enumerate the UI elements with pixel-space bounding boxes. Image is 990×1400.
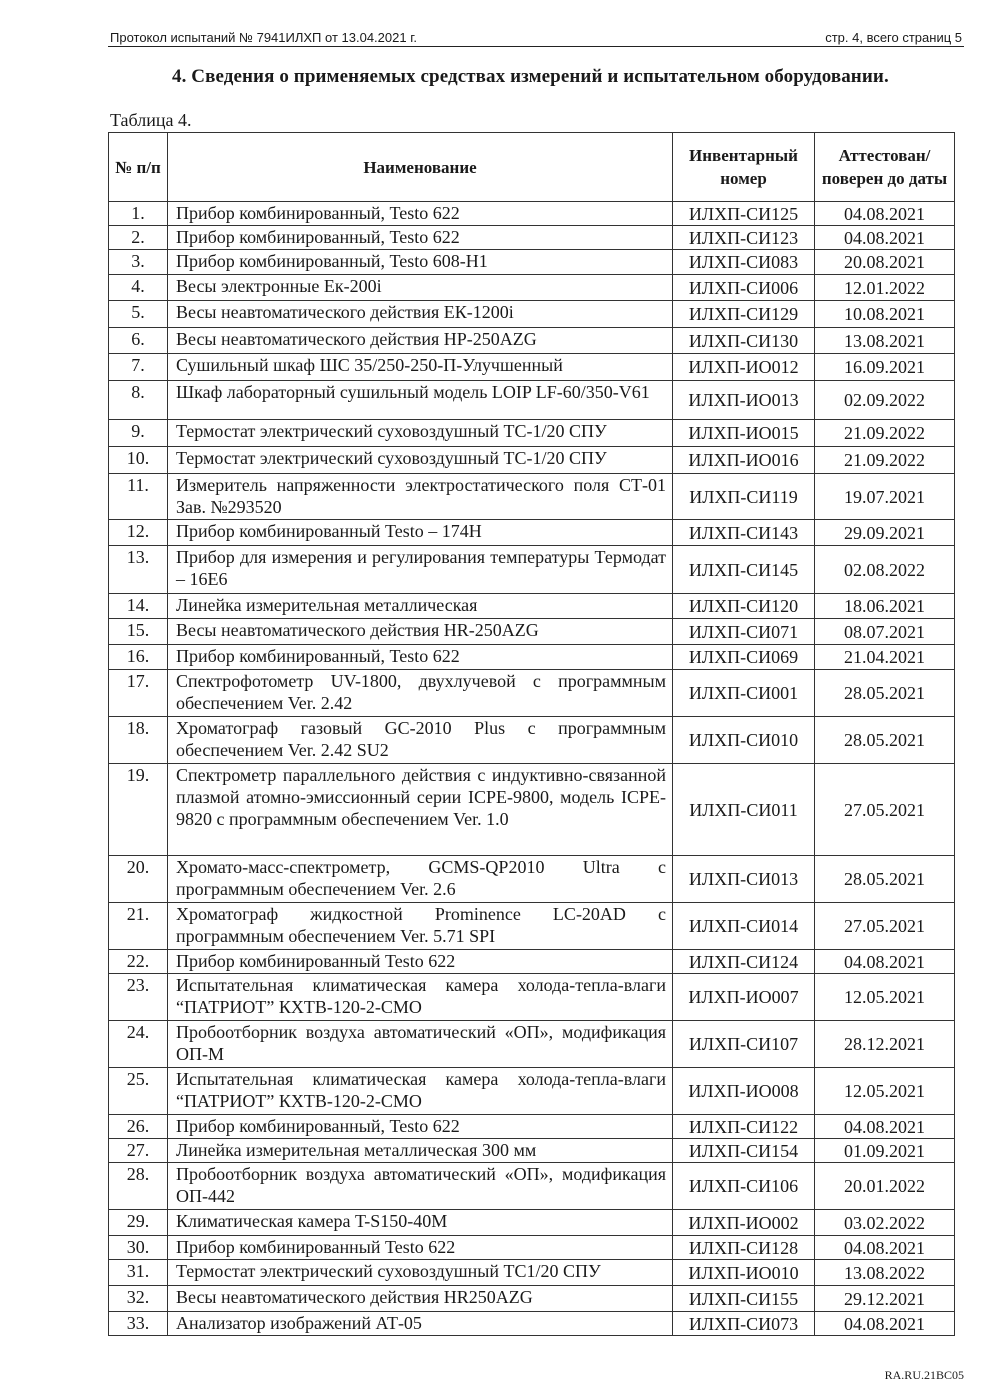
section-title: 4. Сведения о применяемых средствах измерений и испытательном оборудовании. [172, 66, 889, 87]
table-row [109, 202, 955, 226]
cell-date: 04.08.2021 [815, 950, 955, 974]
cell-inventory: ИЛХП-СИ130 [673, 328, 815, 354]
cell-name: Линейка измерительная металлическая [168, 594, 673, 619]
table-row [109, 974, 955, 1021]
cell-num: 19. [109, 764, 168, 856]
cell-inventory: ИЛХП-СИ010 [673, 717, 815, 764]
cell-inventory: ИЛХП-ИО008 [673, 1068, 815, 1115]
cell-num: 7. [109, 354, 168, 381]
cell-name: Прибор комбинированный, Testo 622 [168, 645, 673, 670]
cell-date: 19.07.2021 [815, 474, 955, 520]
cell-date: 28.05.2021 [815, 670, 955, 717]
cell-name: Линейка измерительная металлическая 300 мм [168, 1139, 673, 1163]
cell-date: 01.09.2021 [815, 1139, 955, 1163]
table-row [109, 856, 955, 903]
cell-num: 27. [109, 1139, 168, 1163]
table-row [109, 420, 955, 447]
cell-inventory: ИЛХП-СИ013 [673, 856, 815, 903]
cell-inventory: ИЛХП-СИ120 [673, 594, 815, 619]
cell-inventory: ИЛХП-СИ011 [673, 764, 815, 856]
cell-date: 20.08.2021 [815, 250, 955, 275]
cell-date: 10.08.2021 [815, 301, 955, 328]
cell-num: 21. [109, 903, 168, 950]
cell-date: 28.12.2021 [815, 1021, 955, 1068]
table-row [109, 1236, 955, 1260]
table-row [109, 546, 955, 594]
cell-inventory: ИЛХП-ИО007 [673, 974, 815, 1021]
table-row [109, 619, 955, 645]
cell-name: Прибор комбинированный, Testo 622 [168, 226, 673, 250]
cell-inventory: ИЛХП-СИ122 [673, 1115, 815, 1139]
cell-name: Хроматограф газовый GC-2010 Plus с программным обеспечением Ver. 2.42 SU2 [168, 717, 673, 764]
cell-date: 02.08.2022 [815, 546, 955, 594]
header-num: № п/п [109, 133, 168, 202]
table-row [109, 474, 955, 520]
cell-num: 4. [109, 275, 168, 301]
cell-date: 29.09.2021 [815, 520, 955, 546]
cell-num: 11. [109, 474, 168, 520]
cell-date: 21.09.2022 [815, 420, 955, 447]
cell-date: 21.04.2021 [815, 645, 955, 670]
table-row [109, 764, 955, 856]
cell-num: 24. [109, 1021, 168, 1068]
cell-date: 03.02.2022 [815, 1210, 955, 1236]
cell-date: 12.05.2021 [815, 1068, 955, 1115]
header-date: Аттестован/ поверен до даты [815, 133, 955, 202]
cell-date: 28.05.2021 [815, 717, 955, 764]
cell-inventory: ИЛХП-СИ107 [673, 1021, 815, 1068]
cell-num: 16. [109, 645, 168, 670]
cell-num: 1. [109, 202, 168, 226]
table-row [109, 447, 955, 474]
equipment-table [108, 132, 955, 1336]
cell-num: 13. [109, 546, 168, 594]
cell-date: 16.09.2021 [815, 354, 955, 381]
cell-inventory: ИЛХП-СИ128 [673, 1236, 815, 1260]
cell-num: 15. [109, 619, 168, 645]
cell-name: Пробоотборник воздуха автоматический «ОП», модификация ОП-442 [168, 1163, 673, 1210]
cell-num: 10. [109, 447, 168, 474]
table-row [109, 381, 955, 420]
cell-name: Прибор комбинированный Testo 622 [168, 1236, 673, 1260]
cell-name: Пробоотборник воздуха автоматический «ОП», модификация ОП-М [168, 1021, 673, 1068]
cell-num: 22. [109, 950, 168, 974]
cell-date: 13.08.2021 [815, 328, 955, 354]
cell-name: Весы электронные Ек-200i [168, 275, 673, 301]
protocol-title: Протокол испытаний № 7941ИЛХП от 13.04.2021 г. [110, 30, 417, 45]
cell-date: 12.05.2021 [815, 974, 955, 1021]
cell-date: 04.08.2021 [815, 1312, 955, 1336]
cell-num: 18. [109, 717, 168, 764]
table-row [109, 1115, 955, 1139]
cell-num: 17. [109, 670, 168, 717]
cell-num: 6. [109, 328, 168, 354]
cell-name: Сушильный шкаф ШС 35/250-250-П-Улучшенный [168, 354, 673, 381]
table-row [109, 594, 955, 619]
accreditation-code: RA.RU.21BC05 [884, 1368, 964, 1382]
header-name: Наименование [168, 133, 673, 202]
table-caption: Таблица 4. [110, 110, 192, 130]
table-row [109, 1139, 955, 1163]
table-row [109, 328, 955, 354]
cell-inventory: ИЛХП-СИ106 [673, 1163, 815, 1210]
cell-num: 3. [109, 250, 168, 275]
cell-inventory: ИЛХП-СИ069 [673, 645, 815, 670]
header-inventory: Инвентарный номер [673, 133, 815, 202]
table-row [109, 1021, 955, 1068]
table-row [109, 950, 955, 974]
cell-inventory: ИЛХП-ИО013 [673, 381, 815, 420]
cell-date: 18.06.2021 [815, 594, 955, 619]
cell-inventory: ИЛХП-СИ155 [673, 1286, 815, 1312]
table-row [109, 717, 955, 764]
cell-name: Термостат электрический суховоздушный ТС-1/20 СПУ [168, 447, 673, 474]
cell-num: 14. [109, 594, 168, 619]
cell-num: 30. [109, 1236, 168, 1260]
table-row [109, 903, 955, 950]
cell-name: Весы неавтоматического действия HR250AZG [168, 1286, 673, 1312]
cell-num: 9. [109, 420, 168, 447]
cell-name: Анализатор изображений АТ-05 [168, 1312, 673, 1336]
cell-date: 02.09.2022 [815, 381, 955, 420]
cell-name: Климатическая камера T-S150-40M [168, 1210, 673, 1236]
cell-inventory: ИЛХП-ИО012 [673, 354, 815, 381]
cell-date: 21.09.2022 [815, 447, 955, 474]
cell-inventory: ИЛХП-СИ145 [673, 546, 815, 594]
cell-inventory: ИЛХП-СИ001 [673, 670, 815, 717]
cell-name: Прибор комбинированный Testo – 174H [168, 520, 673, 546]
cell-name: Шкаф лабораторный сушильный модель LOIP LF-60/350-V61 [168, 381, 673, 420]
cell-name: Хромато-масс-спектрометр, GCMS-QP2010 Ultra с программным обеспечением Ver. 2.6 [168, 856, 673, 903]
table-body [109, 202, 955, 1336]
cell-inventory: ИЛХП-СИ006 [673, 275, 815, 301]
cell-inventory: ИЛХП-СИ119 [673, 474, 815, 520]
cell-name: Прибор комбинированный, Testo 622 [168, 1115, 673, 1139]
cell-num: 8. [109, 381, 168, 420]
cell-name: Испытательная климатическая камера холода-тепла-влаги “ПАТРИОТ” КХТВ-120-2-СМО [168, 1068, 673, 1115]
cell-name: Испытательная климатическая камера холода-тепла-влаги “ПАТРИОТ” КХТВ-120-2-СМО [168, 974, 673, 1021]
cell-inventory: ИЛХП-СИ125 [673, 202, 815, 226]
cell-name: Хроматограф жидкостной Prominence LC-20AD с программным обеспечением Ver. 5.71 SPI [168, 903, 673, 950]
cell-date: 28.05.2021 [815, 856, 955, 903]
table-row [109, 1312, 955, 1336]
cell-name: Прибор комбинированный, Testo 608-H1 [168, 250, 673, 275]
cell-name: Весы неавтоматического действия ЕК-1200i [168, 301, 673, 328]
cell-num: 20. [109, 856, 168, 903]
cell-inventory: ИЛХП-СИ083 [673, 250, 815, 275]
cell-name: Спектрометр параллельного действия с индуктивно-связанной плазмой атомно-эмиссионный серии ICPE-9800, модель ICPE-9820 с программным обеспечением Ver. 1.0 [168, 764, 673, 856]
cell-num: 32. [109, 1286, 168, 1312]
cell-inventory: ИЛХП-СИ014 [673, 903, 815, 950]
cell-date: 27.05.2021 [815, 764, 955, 856]
cell-date: 04.08.2021 [815, 226, 955, 250]
cell-num: 5. [109, 301, 168, 328]
cell-date: 29.12.2021 [815, 1286, 955, 1312]
cell-num: 2. [109, 226, 168, 250]
cell-name: Прибор комбинированный, Testo 622 [168, 202, 673, 226]
cell-num: 25. [109, 1068, 168, 1115]
cell-num: 28. [109, 1163, 168, 1210]
table-row [109, 354, 955, 381]
table-header-row [109, 133, 955, 202]
table-row [109, 1286, 955, 1312]
cell-name: Весы неавтоматического действия HR-250AZG [168, 619, 673, 645]
cell-inventory: ИЛХП-СИ129 [673, 301, 815, 328]
cell-num: 26. [109, 1115, 168, 1139]
cell-inventory: ИЛХП-ИО010 [673, 1260, 815, 1286]
cell-inventory: ИЛХП-ИО002 [673, 1210, 815, 1236]
cell-name: Термостат электрический суховоздушный ТС1/20 СПУ [168, 1260, 673, 1286]
cell-inventory: ИЛХП-ИО016 [673, 447, 815, 474]
table-row [109, 301, 955, 328]
cell-num: 29. [109, 1210, 168, 1236]
cell-name: Спектрофотометр UV-1800, двухлучевой с программным обеспечением Ver. 2.42 [168, 670, 673, 717]
cell-date: 04.08.2021 [815, 1115, 955, 1139]
cell-name: Прибор для измерения и регулирования температуры Термодат – 16Е6 [168, 546, 673, 594]
cell-inventory: ИЛХП-СИ071 [673, 619, 815, 645]
cell-num: 12. [109, 520, 168, 546]
cell-name: Измеритель напряженности электростатического поля СТ-01 Зав. №293520 [168, 474, 673, 520]
table-row [109, 250, 955, 275]
cell-name: Весы неавтоматического действия HP-250AZG [168, 328, 673, 354]
cell-date: 04.08.2021 [815, 1236, 955, 1260]
page-number: стр. 4, всего страниц 5 [825, 30, 962, 45]
table-row [109, 1210, 955, 1236]
cell-inventory: ИЛХП-СИ143 [673, 520, 815, 546]
cell-inventory: ИЛХП-СИ123 [673, 226, 815, 250]
cell-date: 12.01.2022 [815, 275, 955, 301]
cell-date: 13.08.2022 [815, 1260, 955, 1286]
cell-inventory: ИЛХП-СИ073 [673, 1312, 815, 1336]
cell-inventory: ИЛХП-ИО015 [673, 420, 815, 447]
cell-date: 08.07.2021 [815, 619, 955, 645]
cell-inventory: ИЛХП-СИ154 [673, 1139, 815, 1163]
cell-name: Прибор комбинированный Testo 622 [168, 950, 673, 974]
table-row [109, 670, 955, 717]
table-row [109, 226, 955, 250]
cell-date: 20.01.2022 [815, 1163, 955, 1210]
cell-date: 27.05.2021 [815, 903, 955, 950]
table-row [109, 275, 955, 301]
cell-date: 04.08.2021 [815, 202, 955, 226]
cell-num: 33. [109, 1312, 168, 1336]
cell-num: 31. [109, 1260, 168, 1286]
page-header [108, 28, 964, 47]
cell-name: Термостат электрический суховоздушный ТС-1/20 СПУ [168, 420, 673, 447]
cell-num: 23. [109, 974, 168, 1021]
table-row [109, 645, 955, 670]
table-row [109, 1260, 955, 1286]
table-row [109, 1068, 955, 1115]
table-row [109, 520, 955, 546]
table-row [109, 1163, 955, 1210]
cell-inventory: ИЛХП-СИ124 [673, 950, 815, 974]
